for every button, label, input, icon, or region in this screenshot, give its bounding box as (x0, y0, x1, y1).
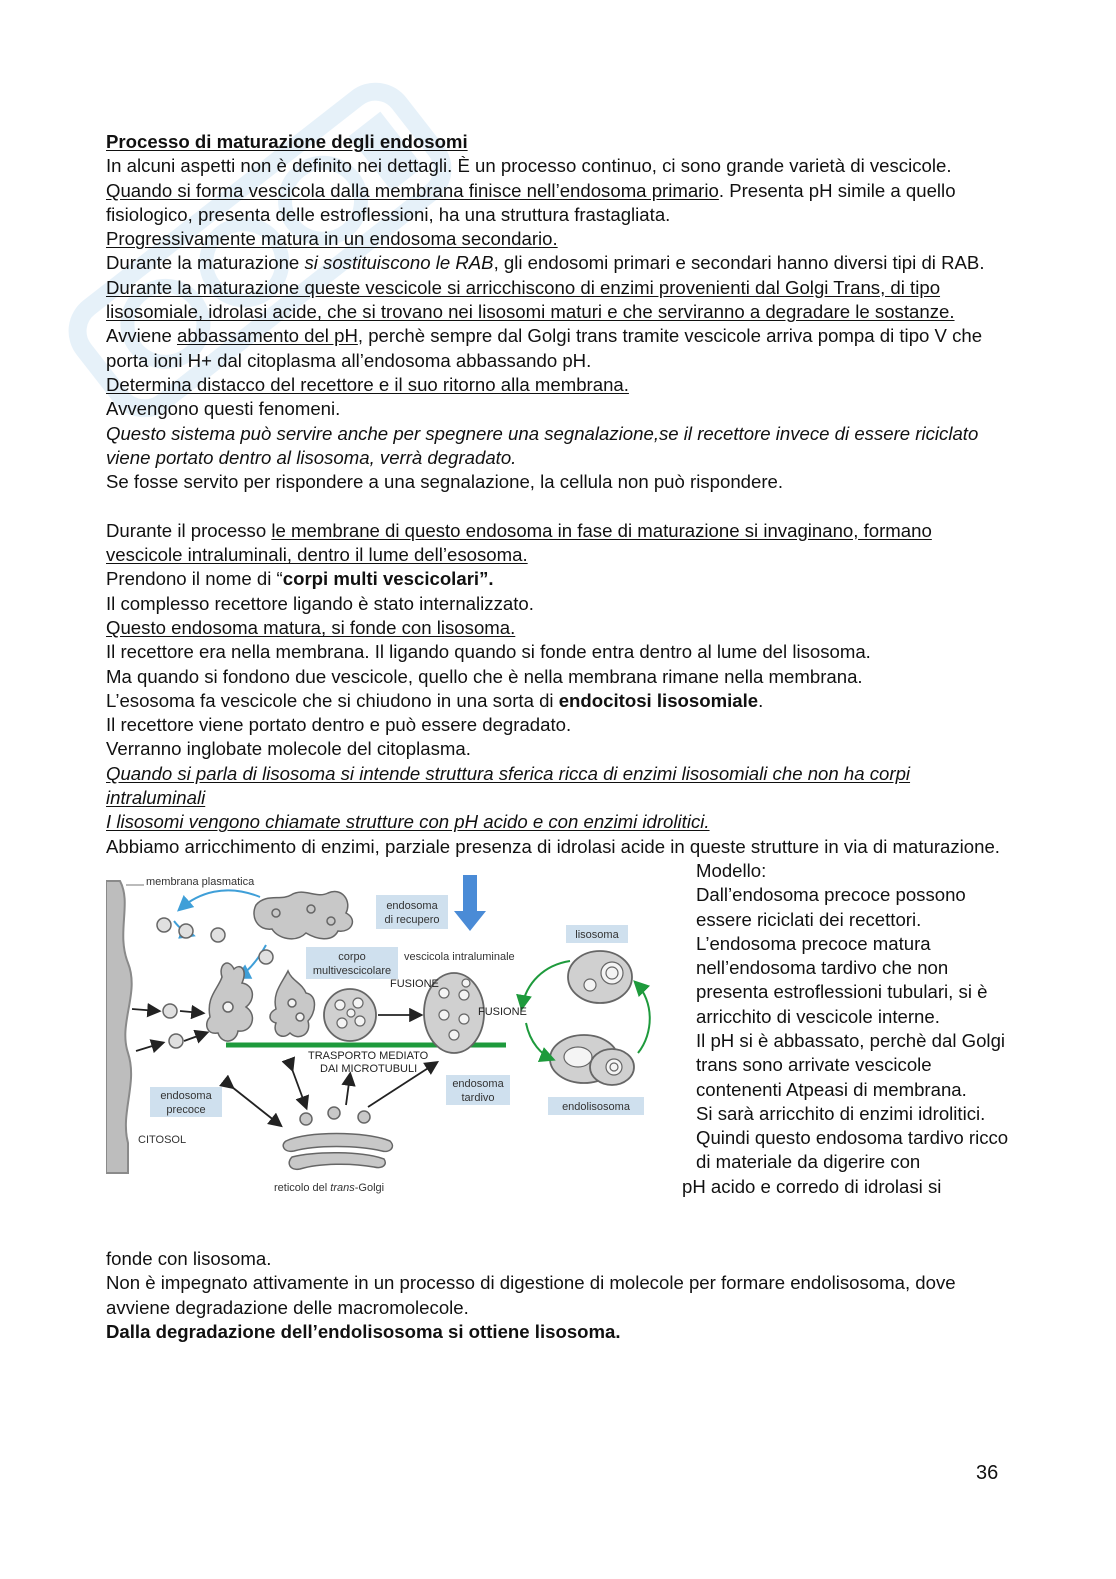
paragraph: Durante la maturazione queste vescicole si arricchiscono di enzimi provenienti dal Golgi Trans, di tipo lisosomiale, idrolasi acide, che si trovano nei lisosomi maturi e che serviranno a degradare le sostanze. (106, 276, 955, 323)
spacer (106, 494, 1006, 518)
paragraph: Non è impegnato attivamente in un processo di digestione di molecole per formare endolisosoma, dove avviene degradazione delle macromolecole. (106, 1272, 956, 1318)
label-golgi-b: trans (330, 1181, 355, 1194)
label-corpo-1: corpo (338, 950, 366, 963)
label-citosol: CITOSOL (138, 1133, 187, 1146)
side-line: Il pH si è abbassato, perchè dal Golgi trans sono arrivate vescicole contenenti Atpeasi di membrana. (696, 1029, 1006, 1100)
paragraph: Questo sistema può servire anche per spegnere una segnalazione,se il recettore invece di essere riciclato viene portato dentro al lisosoma, verrà degradato. (106, 422, 979, 468)
paragraph: Determina distacco del recettore e il suo ritorno alla membrana. (106, 373, 629, 395)
label-tardivo-2: tardivo (461, 1091, 495, 1104)
text: Durante il processo (106, 519, 272, 541)
side-line: pH acido e corredo di idrolasi si (682, 1175, 942, 1197)
paragraph: I lisosomi vengono chiamate strutture con pH acido e con enzimi idrolitici. (106, 811, 710, 833)
side-line: L’endosoma precoce matura nell’endosoma tardivo che non presenta estroflessioni tubulari, si è arricchito di vescicole interne. (696, 932, 988, 1027)
label-precoce-2: precoce (166, 1103, 206, 1116)
underlined-text: Quando si forma vescicola dalla membrana finisce nell’endosoma primario (106, 179, 719, 201)
text: Durante la maturazione (106, 252, 305, 274)
paragraph: Ma quando si fondono due vescicole, quello che è nella membrana rimane nella membrana. (106, 665, 863, 687)
paragraph (106, 251, 1006, 275)
document-body (106, 130, 1009, 1344)
paragraph: Questo endosoma matura, si fonde con lisosoma. (106, 616, 516, 638)
paragraph: In alcuni aspetti non è definito nei dettagli. È un processo continuo, ci sono grande varietà di vescicole. (106, 155, 952, 177)
paragraph (106, 519, 1006, 568)
paragraph: Il recettore viene portato dentro e può essere degradato. (106, 714, 572, 736)
italic-text: si sostituiscono le RAB (304, 252, 494, 274)
paragraph: Il complesso recettore ligando è stato internalizzato. (106, 592, 534, 614)
plasma-membrane (106, 881, 132, 1173)
side-line: Modello: (696, 859, 767, 881)
side-line: Dall’endosoma precoce possono essere riciclati dei recettori. (696, 884, 966, 930)
paragraph: Dalla degradazione dell’endolisosoma si ottiene lisosoma. (106, 1320, 621, 1342)
paragraph: Abbiamo arricchimento di enzimi, parziale presenza di idrolasi acide in queste strutture in via di maturazione. (106, 835, 1000, 857)
paragraph: Verranno inglobate molecole del citoplasma. (106, 738, 471, 760)
label-fusione-1: FUSIONE (390, 977, 439, 990)
endosome-diagram (106, 873, 662, 1205)
label-fusione-2: FUSIONE (478, 1005, 527, 1018)
text: Avviene (106, 325, 177, 347)
label-golgi (274, 1182, 384, 1194)
paragraph: Il recettore era nella membrana. Il ligando quando si fonde entra dentro al lume del lisosoma. (106, 641, 871, 663)
text: , gli endosomi primari e secondari hanno diversi tipi di RAB. (493, 252, 985, 274)
underlined-text: le membrane di questo endosoma in fase di maturazione si invaginano, formano vescicole intraluminali, dentro il lume dell’esosoma. (106, 519, 932, 566)
label-lisosoma: lisosoma (575, 928, 619, 941)
label-trasporto-1: TRASPORTO MEDIATO (308, 1049, 429, 1062)
multivesicular-body (324, 989, 376, 1041)
maturing-endosome (270, 971, 315, 1037)
text: L’esosoma fa vescicole che si chiudono in una sorta di (106, 689, 559, 711)
text: , perchè sempre dal Golgi trans tramite vescicole arriva pompa di tipo V che porta ioni H+ dal citoplasma all’endosoma abbassando pH. (106, 325, 983, 371)
trans-golgi-network (283, 1107, 392, 1169)
paragraph: Progressivamente matura in un endosoma secondario. (106, 228, 558, 250)
label-golgi-c: -Golgi (354, 1181, 385, 1194)
early-endosome (207, 963, 253, 1041)
paragraph: Avvengono questi fenomeni. (106, 398, 341, 420)
lysosome (568, 951, 632, 1003)
label-membrana: membrana plasmatica (146, 875, 255, 888)
page-number: 36 (976, 1462, 999, 1484)
label-tardivo-1: endosoma (452, 1077, 504, 1090)
bold-text: corpi multi vescicolari”. (282, 568, 494, 590)
recycling-endosome (254, 891, 352, 938)
down-arrow-icon (454, 875, 486, 931)
label-trasporto-2: DAI MICROTUBULI (320, 1062, 418, 1075)
label-recupero-1: endosoma (386, 899, 438, 912)
bold-text: endocitosi lisosomiale (558, 689, 759, 711)
paragraph: Se fosse servito per rispondere a una segnalazione, la cellula non può rispondere. (106, 471, 784, 493)
paragraph: Quando si parla di lisosoma si intende struttura sferica ricca di enzimi lisosomiali che non ha corpi intraluminali (106, 762, 911, 809)
label-vescicola: vescicola intraluminale (404, 950, 515, 963)
page-title: Processo di maturazione degli endosomi (106, 131, 468, 152)
endolysosome (550, 1035, 634, 1085)
paragraph: fonde con lisosoma. (106, 1247, 272, 1269)
paragraph (106, 689, 1006, 713)
underlined-text: abbassamento del pH (176, 325, 358, 347)
side-line: Quindi questo endosoma tardivo ricco di materiale da digerire con (696, 1127, 1009, 1173)
label-endolisosoma: endolisosoma (562, 1100, 630, 1113)
paragraph (106, 567, 1006, 591)
side-line: Si sarà arricchito di enzimi idrolitici. (696, 1102, 986, 1124)
model-description (682, 859, 1016, 1199)
label-precoce-1: endosoma (160, 1089, 212, 1102)
label-recupero-2: di recupero (384, 913, 440, 926)
paragraph (106, 179, 1006, 228)
label-corpo-2: multivescicolare (312, 964, 392, 977)
text: . Presenta pH simile a quello fisiologico, presenta delle estroflessioni, ha una struttura frastagliata. (106, 179, 956, 225)
text: Prendono il nome di “ (106, 568, 283, 590)
label-golgi-a: reticolo del (274, 1181, 331, 1194)
paragraph (106, 324, 1006, 373)
text: . (758, 689, 764, 711)
figure-row (106, 859, 1009, 1247)
